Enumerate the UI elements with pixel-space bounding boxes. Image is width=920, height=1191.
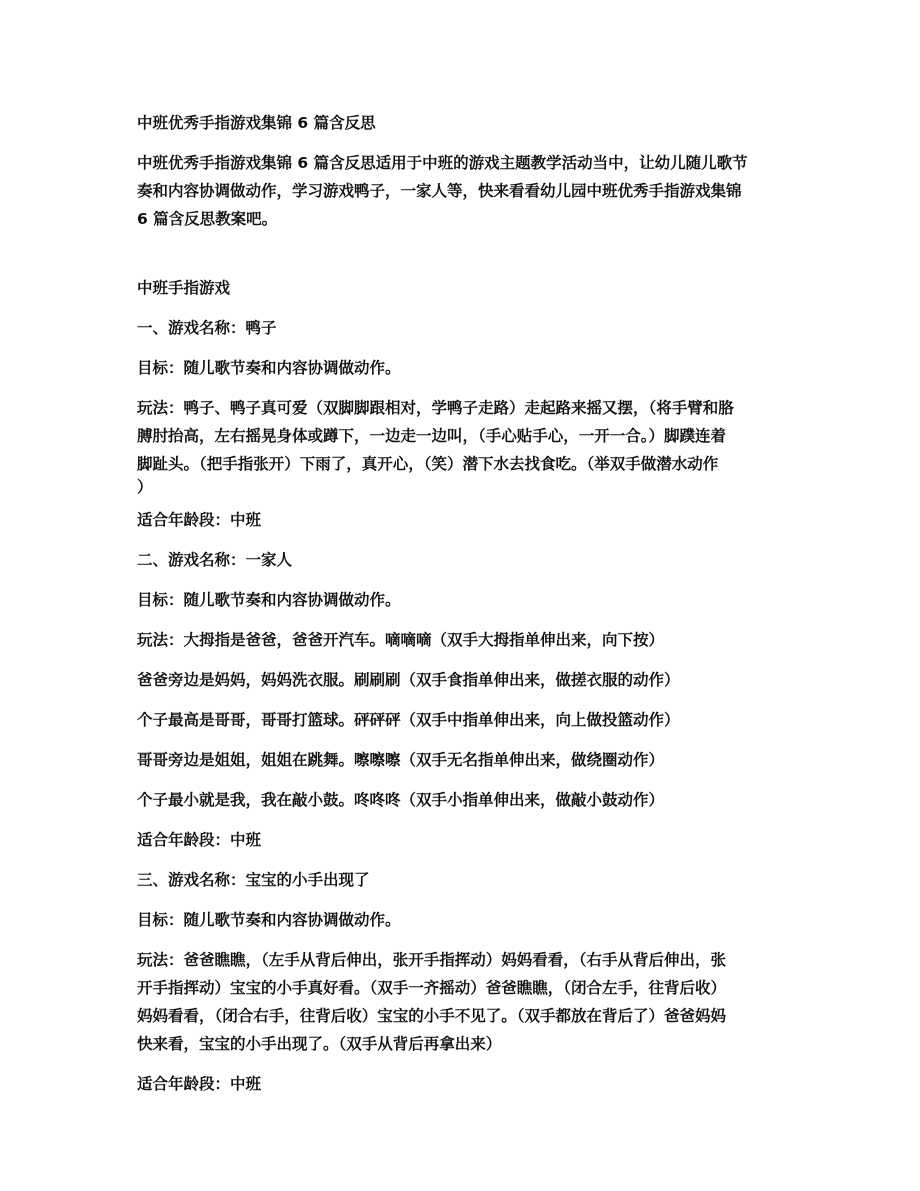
game2-line: 玩法：大拇指是爸爸，爸爸开汽车。嘀嘀嘀（双手大拇指单伸出来，向下按） [137,631,665,649]
game2-age: 适合年龄段：中班 [137,831,262,849]
game3-age: 适合年龄段：中班 [137,1075,262,1093]
game2-line: 个子最小就是我，我在敲小鼓。咚咚咚（双手小指单伸出来，做敲小鼓动作） [137,791,665,809]
section-heading: 中班手指游戏 [137,279,231,297]
document-body [137,109,797,1110]
game1-goal: 目标：随儿歌节奏和内容协调做动作。 [137,359,401,377]
game1-age: 适合年龄段：中班 [137,511,262,529]
game1-play [137,394,797,496]
document-title: 中班优秀手指游戏集锦 6 篇含反思 [137,114,376,132]
play-line: 膊肘抬高，左右摇晃身体或蹲下，一边走一边叫，（手心贴手心，一开一合。）脚蹼连着 [137,427,727,445]
game2-name: 二、游戏名称：一家人 [137,551,293,569]
play-line: 快来看，宝宝的小手出现了。（双手从背后再拿出来） [137,1035,502,1053]
play-line: 玩法：鸭子、鸭子真可爱（双脚脚跟相对，学鸭子走路）走起路来摇又摆，（将手臂和胳 [137,399,734,417]
game2-goal: 目标：随儿歌节奏和内容协调做动作。 [137,591,401,609]
intro-line: 中班优秀手指游戏集锦 6 篇含反思适用于中班的游戏主题教学活动当中，让幼儿随儿歌节 [137,154,748,172]
intro-paragraph [137,149,797,233]
play-line: 开手指挥动）宝宝的小手真好看。（双手一齐摇动）爸爸瞧瞧，（闭合左手，往背后收） [137,979,727,997]
intro-line: 奏和内容协调做动作，学习游戏鸭子，一家人等，快来看看幼儿园中班优秀手指游戏集锦 [137,182,742,200]
game3-goal: 目标：随儿歌节奏和内容协调做动作。 [137,911,401,929]
game3-name: 三、游戏名称：宝宝的小手出现了 [137,871,370,889]
intro-line: 6 篇含反思教案吧。 [137,210,278,228]
game2-line: 爸爸旁边是妈妈，妈妈洗衣服。刷刷刷（双手食指单伸出来，做搓衣服的动作） [137,671,680,689]
game1-name: 一、游戏名称：鸭子 [137,319,277,337]
game2-line: 个子最高是哥哥，哥哥打篮球。砰砰砰（双手中指单伸出来，向上做投篮动作） [137,711,680,729]
blank-space [137,245,797,274]
play-line: 妈妈看看，（闭合右手，往背后收）宝宝的小手不见了。（双手都放在背后了）爸爸妈妈 [137,1007,727,1025]
game2-line: 哥哥旁边是姐姐，姐姐在跳舞。嚓嚓嚓（双手无名指单伸出来，做绕圈动作） [137,751,665,769]
game3-play [137,946,797,1058]
play-line: 玩法：爸爸瞧瞧，（左手从背后伸出，张开手指挥动）妈妈看看，（右手从背后伸出，张 [137,951,727,969]
play-line: ） [137,478,153,496]
play-line: 脚趾头。（把手指张开）下雨了，真开心，（笑）潜下水去找食吃。（举双手做潜水动作 [137,455,719,473]
